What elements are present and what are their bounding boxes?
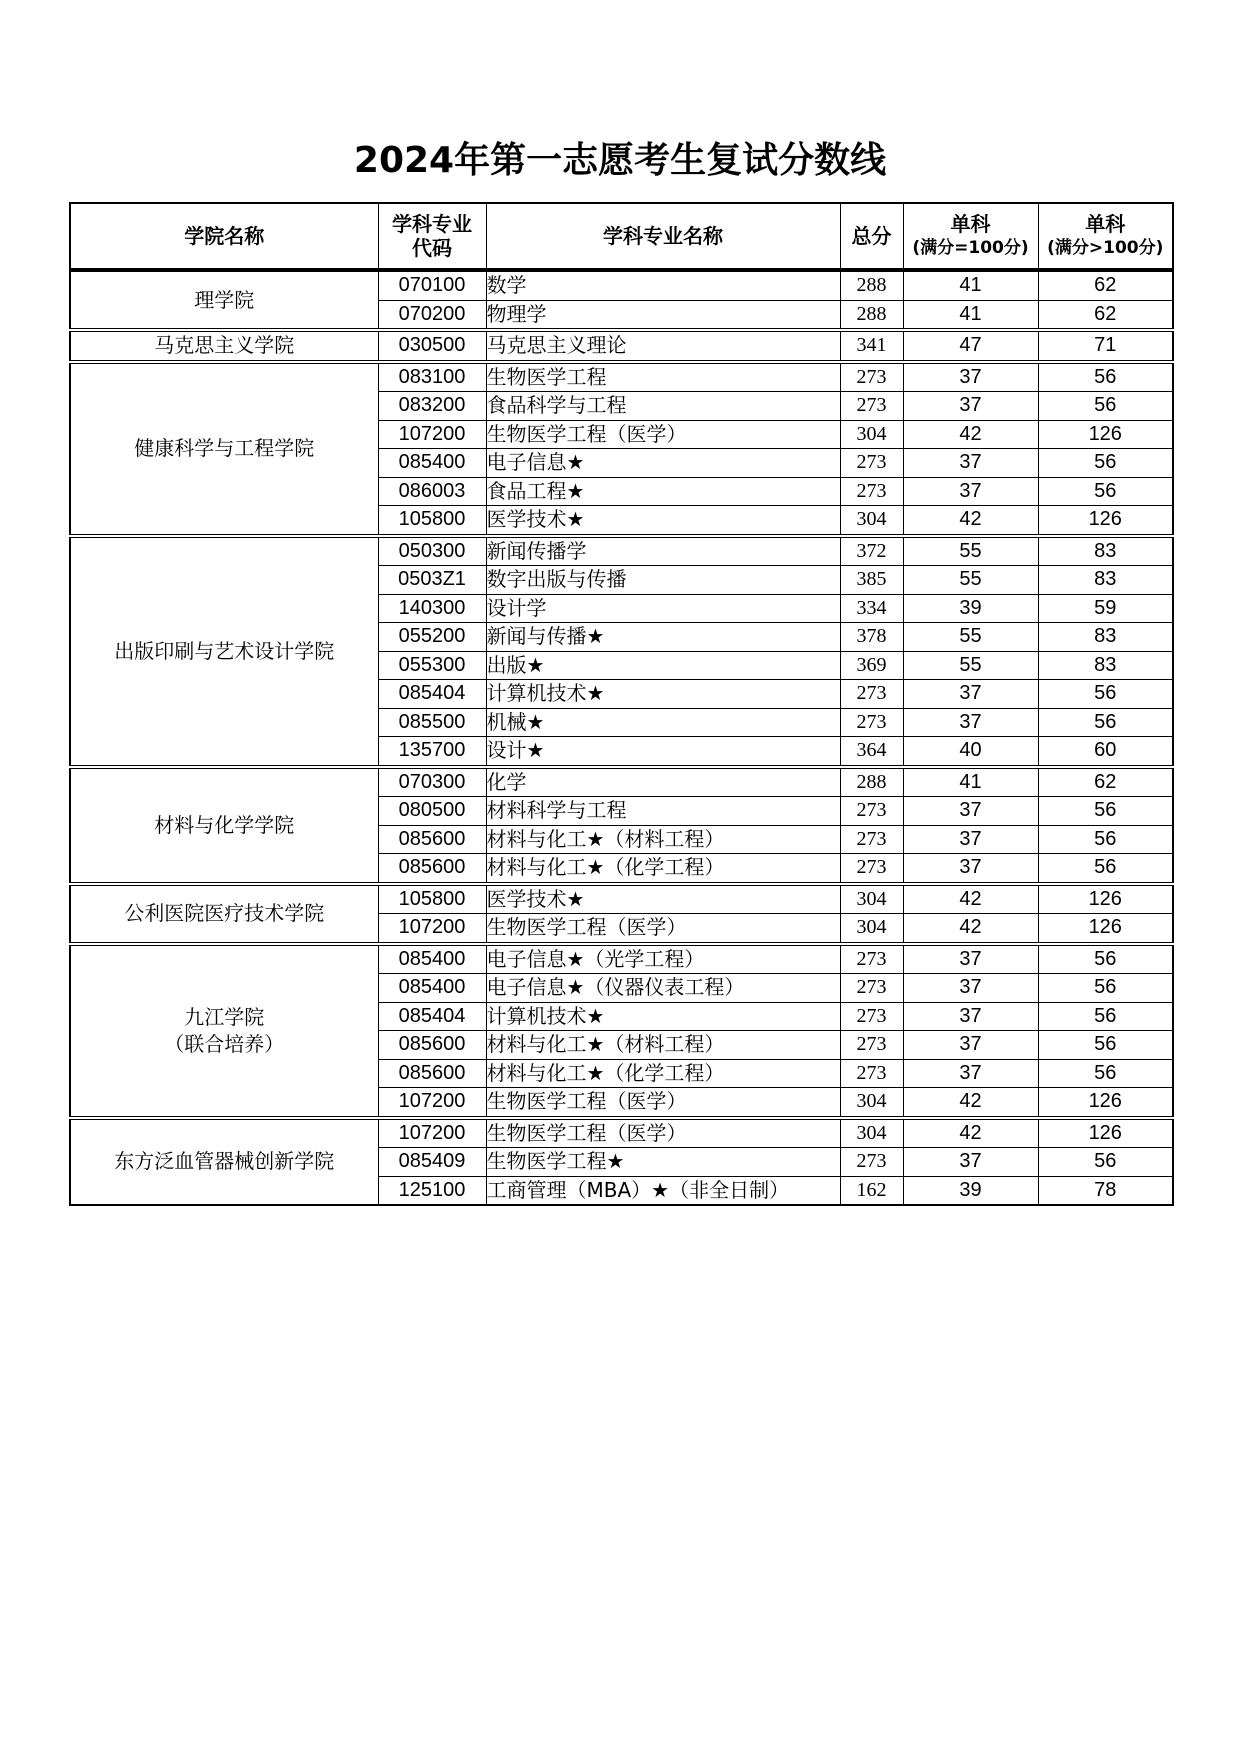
major-code: 070300: [378, 767, 486, 797]
total-score: 304: [840, 884, 903, 914]
major-code: 085404: [378, 680, 486, 709]
single-score-over-100: 62: [1038, 270, 1173, 300]
college-name: [70, 536, 378, 767]
single-score-over-100: 126: [1038, 420, 1173, 449]
total-score: 273: [840, 1002, 903, 1031]
major-name: 材料与化工★（材料工程）: [486, 1031, 840, 1060]
total-score: 273: [840, 449, 903, 478]
major-name: 工商管理（MBA）★（非全日制）: [486, 1176, 840, 1205]
single-score-over-100: 62: [1038, 767, 1173, 797]
major-name: 马克思主义理论: [486, 330, 840, 362]
major-code: 055200: [378, 623, 486, 652]
major-name: 食品工程★: [486, 477, 840, 506]
college-name-line: 健康科学与工程学院: [134, 436, 315, 460]
college-name-line: （联合培养）: [164, 1031, 285, 1056]
single-score-over-100: 56: [1038, 449, 1173, 478]
major-name: 生物医学工程: [486, 362, 840, 392]
single-score-over-100: 83: [1038, 566, 1173, 595]
college-name: [70, 767, 378, 884]
total-score: 372: [840, 536, 903, 566]
major-code: 085600: [378, 1031, 486, 1060]
table-row: [70, 362, 1173, 392]
total-score: 273: [840, 392, 903, 421]
major-name: 材料科学与工程: [486, 797, 840, 826]
single-score-over-100: 78: [1038, 1176, 1173, 1205]
single-score-100: 55: [903, 651, 1038, 680]
single-score-100: 42: [903, 914, 1038, 944]
total-score: 304: [840, 914, 903, 944]
header-major: 学科专业名称: [486, 203, 840, 270]
single-score-100: 47: [903, 330, 1038, 362]
single-score-over-100: 126: [1038, 884, 1173, 914]
table-row: [70, 270, 1173, 300]
single-score-100: 37: [903, 797, 1038, 826]
single-score-100: 37: [903, 1148, 1038, 1177]
major-name: 生物医学工程（医学）: [486, 914, 840, 944]
single-score-over-100: 56: [1038, 392, 1173, 421]
college-name: [70, 362, 378, 536]
single-score-100: 37: [903, 477, 1038, 506]
total-score: 304: [840, 1088, 903, 1118]
major-code: 083100: [378, 362, 486, 392]
major-code: 135700: [378, 737, 486, 767]
single-score-100: 37: [903, 362, 1038, 392]
header-single-100-line1: 单科: [950, 212, 991, 236]
major-code: 080500: [378, 797, 486, 826]
college-name-line: 理学院: [194, 287, 255, 312]
major-code: 107200: [378, 420, 486, 449]
major-code: 086003: [378, 477, 486, 506]
major-code: 085400: [378, 974, 486, 1003]
single-score-100: 37: [903, 708, 1038, 737]
major-code: 055300: [378, 651, 486, 680]
total-score: 273: [840, 854, 903, 884]
single-score-over-100: 56: [1038, 974, 1173, 1003]
total-score: 273: [840, 944, 903, 974]
major-code: 105800: [378, 506, 486, 536]
total-score: 288: [840, 767, 903, 797]
single-score-100: 37: [903, 944, 1038, 974]
single-score-100: 41: [903, 767, 1038, 797]
major-code: 070100: [378, 270, 486, 300]
total-score: 334: [840, 594, 903, 623]
major-name: 出版★: [486, 651, 840, 680]
single-score-over-100: 62: [1038, 300, 1173, 330]
single-score-over-100: 126: [1038, 506, 1173, 536]
major-code: 107200: [378, 1118, 486, 1148]
single-score-over-100: 126: [1038, 1118, 1173, 1148]
major-code: 107200: [378, 914, 486, 944]
total-score: 162: [840, 1176, 903, 1205]
single-score-over-100: 71: [1038, 330, 1173, 362]
single-score-over-100: 56: [1038, 1002, 1173, 1031]
major-name: 医学技术★: [486, 884, 840, 914]
single-score-over-100: 56: [1038, 825, 1173, 854]
major-name: 化学: [486, 767, 840, 797]
college-name-line: 东方泛血管器械创新学院: [114, 1149, 335, 1174]
table-row: [70, 884, 1173, 914]
single-score-over-100: 59: [1038, 594, 1173, 623]
single-score-100: 41: [903, 270, 1038, 300]
major-name: 生物医学工程（医学）: [486, 1118, 840, 1148]
single-score-over-100: 56: [1038, 680, 1173, 709]
total-score: 341: [840, 330, 903, 362]
major-name: 材料与化工★（材料工程）: [486, 825, 840, 854]
college-name-line: 公利医院医疗技术学院: [124, 901, 325, 925]
major-name: 电子信息★（光学工程）: [486, 944, 840, 974]
major-code: 030500: [378, 330, 486, 362]
single-score-over-100: 56: [1038, 477, 1173, 506]
major-name: 计算机技术★: [486, 680, 840, 709]
major-code: 107200: [378, 1088, 486, 1118]
single-score-100: 37: [903, 1031, 1038, 1060]
single-score-100: 37: [903, 449, 1038, 478]
major-name: 设计★: [486, 737, 840, 767]
single-score-100: 39: [903, 594, 1038, 623]
total-score: 364: [840, 737, 903, 767]
header-college: 学院名称: [70, 203, 378, 270]
single-score-100: 40: [903, 737, 1038, 767]
single-score-100: 41: [903, 300, 1038, 330]
header-code: [378, 203, 486, 270]
single-score-over-100: 56: [1038, 362, 1173, 392]
single-score-over-100: 83: [1038, 536, 1173, 566]
college-name-line: 九江学院: [184, 1004, 265, 1029]
single-score-100: 42: [903, 420, 1038, 449]
major-name: 数字出版与传播: [486, 566, 840, 595]
major-name: 设计学: [486, 594, 840, 623]
major-name: 新闻传播学: [486, 536, 840, 566]
header-code-line2: 代码: [412, 236, 452, 260]
total-score: 273: [840, 1059, 903, 1088]
total-score: 304: [840, 420, 903, 449]
college-name: [70, 1118, 378, 1206]
single-score-over-100: 83: [1038, 651, 1173, 680]
major-code: 085600: [378, 1059, 486, 1088]
header-single-100-line2: (满分=100分): [912, 238, 1029, 258]
total-score: 385: [840, 566, 903, 595]
header-single-over-100-line1: 单科: [1085, 212, 1126, 236]
college-name-line: 出版印刷与艺术设计学院: [114, 638, 335, 663]
total-score: 273: [840, 974, 903, 1003]
page-title: 2024年第一志愿考生复试分数线: [353, 140, 887, 181]
total-score: 288: [840, 300, 903, 330]
major-code: 085400: [378, 449, 486, 478]
single-score-over-100: 56: [1038, 854, 1173, 884]
single-score-over-100: 126: [1038, 1088, 1173, 1118]
major-name: 电子信息★（仪器仪表工程）: [486, 974, 840, 1003]
header-code-line1: 学科专业: [392, 212, 472, 236]
major-code: 070200: [378, 300, 486, 330]
single-score-100: 55: [903, 536, 1038, 566]
major-name: 医学技术★: [486, 506, 840, 536]
major-name: 新闻与传播★: [486, 623, 840, 652]
score-table-body: [70, 270, 1173, 1205]
major-name: 机械★: [486, 708, 840, 737]
table-row: [70, 330, 1173, 362]
single-score-over-100: 56: [1038, 1059, 1173, 1088]
table-row: [70, 1118, 1173, 1148]
total-score: 378: [840, 623, 903, 652]
major-code: 083200: [378, 392, 486, 421]
single-score-over-100: 56: [1038, 708, 1173, 737]
header-single-100: [903, 203, 1038, 270]
major-code: 085409: [378, 1148, 486, 1177]
single-score-100: 37: [903, 1002, 1038, 1031]
major-name: 材料与化工★（化学工程）: [486, 854, 840, 884]
college-name: [70, 884, 378, 944]
total-score: 304: [840, 506, 903, 536]
single-score-over-100: 126: [1038, 914, 1173, 944]
total-score: 273: [840, 1148, 903, 1177]
college-name: [70, 944, 378, 1118]
single-score-over-100: 56: [1038, 797, 1173, 826]
header-single-over-100-line2: (满分>100分): [1047, 238, 1164, 258]
single-score-100: 42: [903, 884, 1038, 914]
major-code: 0503Z1: [378, 566, 486, 595]
total-score: 273: [840, 708, 903, 737]
major-name: 生物医学工程★: [486, 1148, 840, 1177]
single-score-over-100: 56: [1038, 944, 1173, 974]
header-total: 总分: [840, 203, 903, 270]
single-score-100: 37: [903, 825, 1038, 854]
total-score: 273: [840, 1031, 903, 1060]
major-code: 140300: [378, 594, 486, 623]
major-name: 食品科学与工程: [486, 392, 840, 421]
major-code: 050300: [378, 536, 486, 566]
college-name: [70, 330, 378, 362]
major-code: 125100: [378, 1176, 486, 1205]
major-code: 085600: [378, 825, 486, 854]
major-code: 085600: [378, 854, 486, 884]
college-name: [70, 270, 378, 330]
single-score-100: 42: [903, 1088, 1038, 1118]
table-row: [70, 767, 1173, 797]
single-score-100: 37: [903, 854, 1038, 884]
major-name: 生物医学工程（医学）: [486, 420, 840, 449]
major-name: 计算机技术★: [486, 1002, 840, 1031]
total-score: 273: [840, 477, 903, 506]
total-score: 304: [840, 1118, 903, 1148]
major-name: 物理学: [486, 300, 840, 330]
total-score: 273: [840, 362, 903, 392]
major-code: 085404: [378, 1002, 486, 1031]
total-score: 273: [840, 680, 903, 709]
single-score-100: 37: [903, 680, 1038, 709]
major-name: 数学: [486, 270, 840, 300]
single-score-100: 37: [903, 974, 1038, 1003]
college-name-line: 材料与化学学院: [154, 812, 295, 837]
single-score-100: 37: [903, 392, 1038, 421]
single-score-100: 42: [903, 1118, 1038, 1148]
total-score: 288: [840, 270, 903, 300]
single-score-over-100: 83: [1038, 623, 1173, 652]
table-header-row: [70, 203, 1173, 270]
single-score-100: 55: [903, 623, 1038, 652]
header-single-over-100: [1038, 203, 1173, 270]
single-score-100: 37: [903, 1059, 1038, 1088]
major-code: 105800: [378, 884, 486, 914]
total-score: 273: [840, 797, 903, 826]
single-score-over-100: 56: [1038, 1031, 1173, 1060]
total-score: 273: [840, 825, 903, 854]
single-score-100: 55: [903, 566, 1038, 595]
major-name: 生物医学工程（医学）: [486, 1088, 840, 1118]
score-table: [69, 202, 1174, 1206]
major-name: 材料与化工★（化学工程）: [486, 1059, 840, 1088]
table-row: [70, 536, 1173, 566]
total-score: 369: [840, 651, 903, 680]
single-score-100: 42: [903, 506, 1038, 536]
major-name: 电子信息★: [486, 449, 840, 478]
single-score-over-100: 56: [1038, 1148, 1173, 1177]
major-code: 085500: [378, 708, 486, 737]
table-row: [70, 944, 1173, 974]
college-name-line: 马克思主义学院: [154, 333, 295, 358]
single-score-100: 39: [903, 1176, 1038, 1205]
single-score-over-100: 60: [1038, 737, 1173, 767]
major-code: 085400: [378, 944, 486, 974]
